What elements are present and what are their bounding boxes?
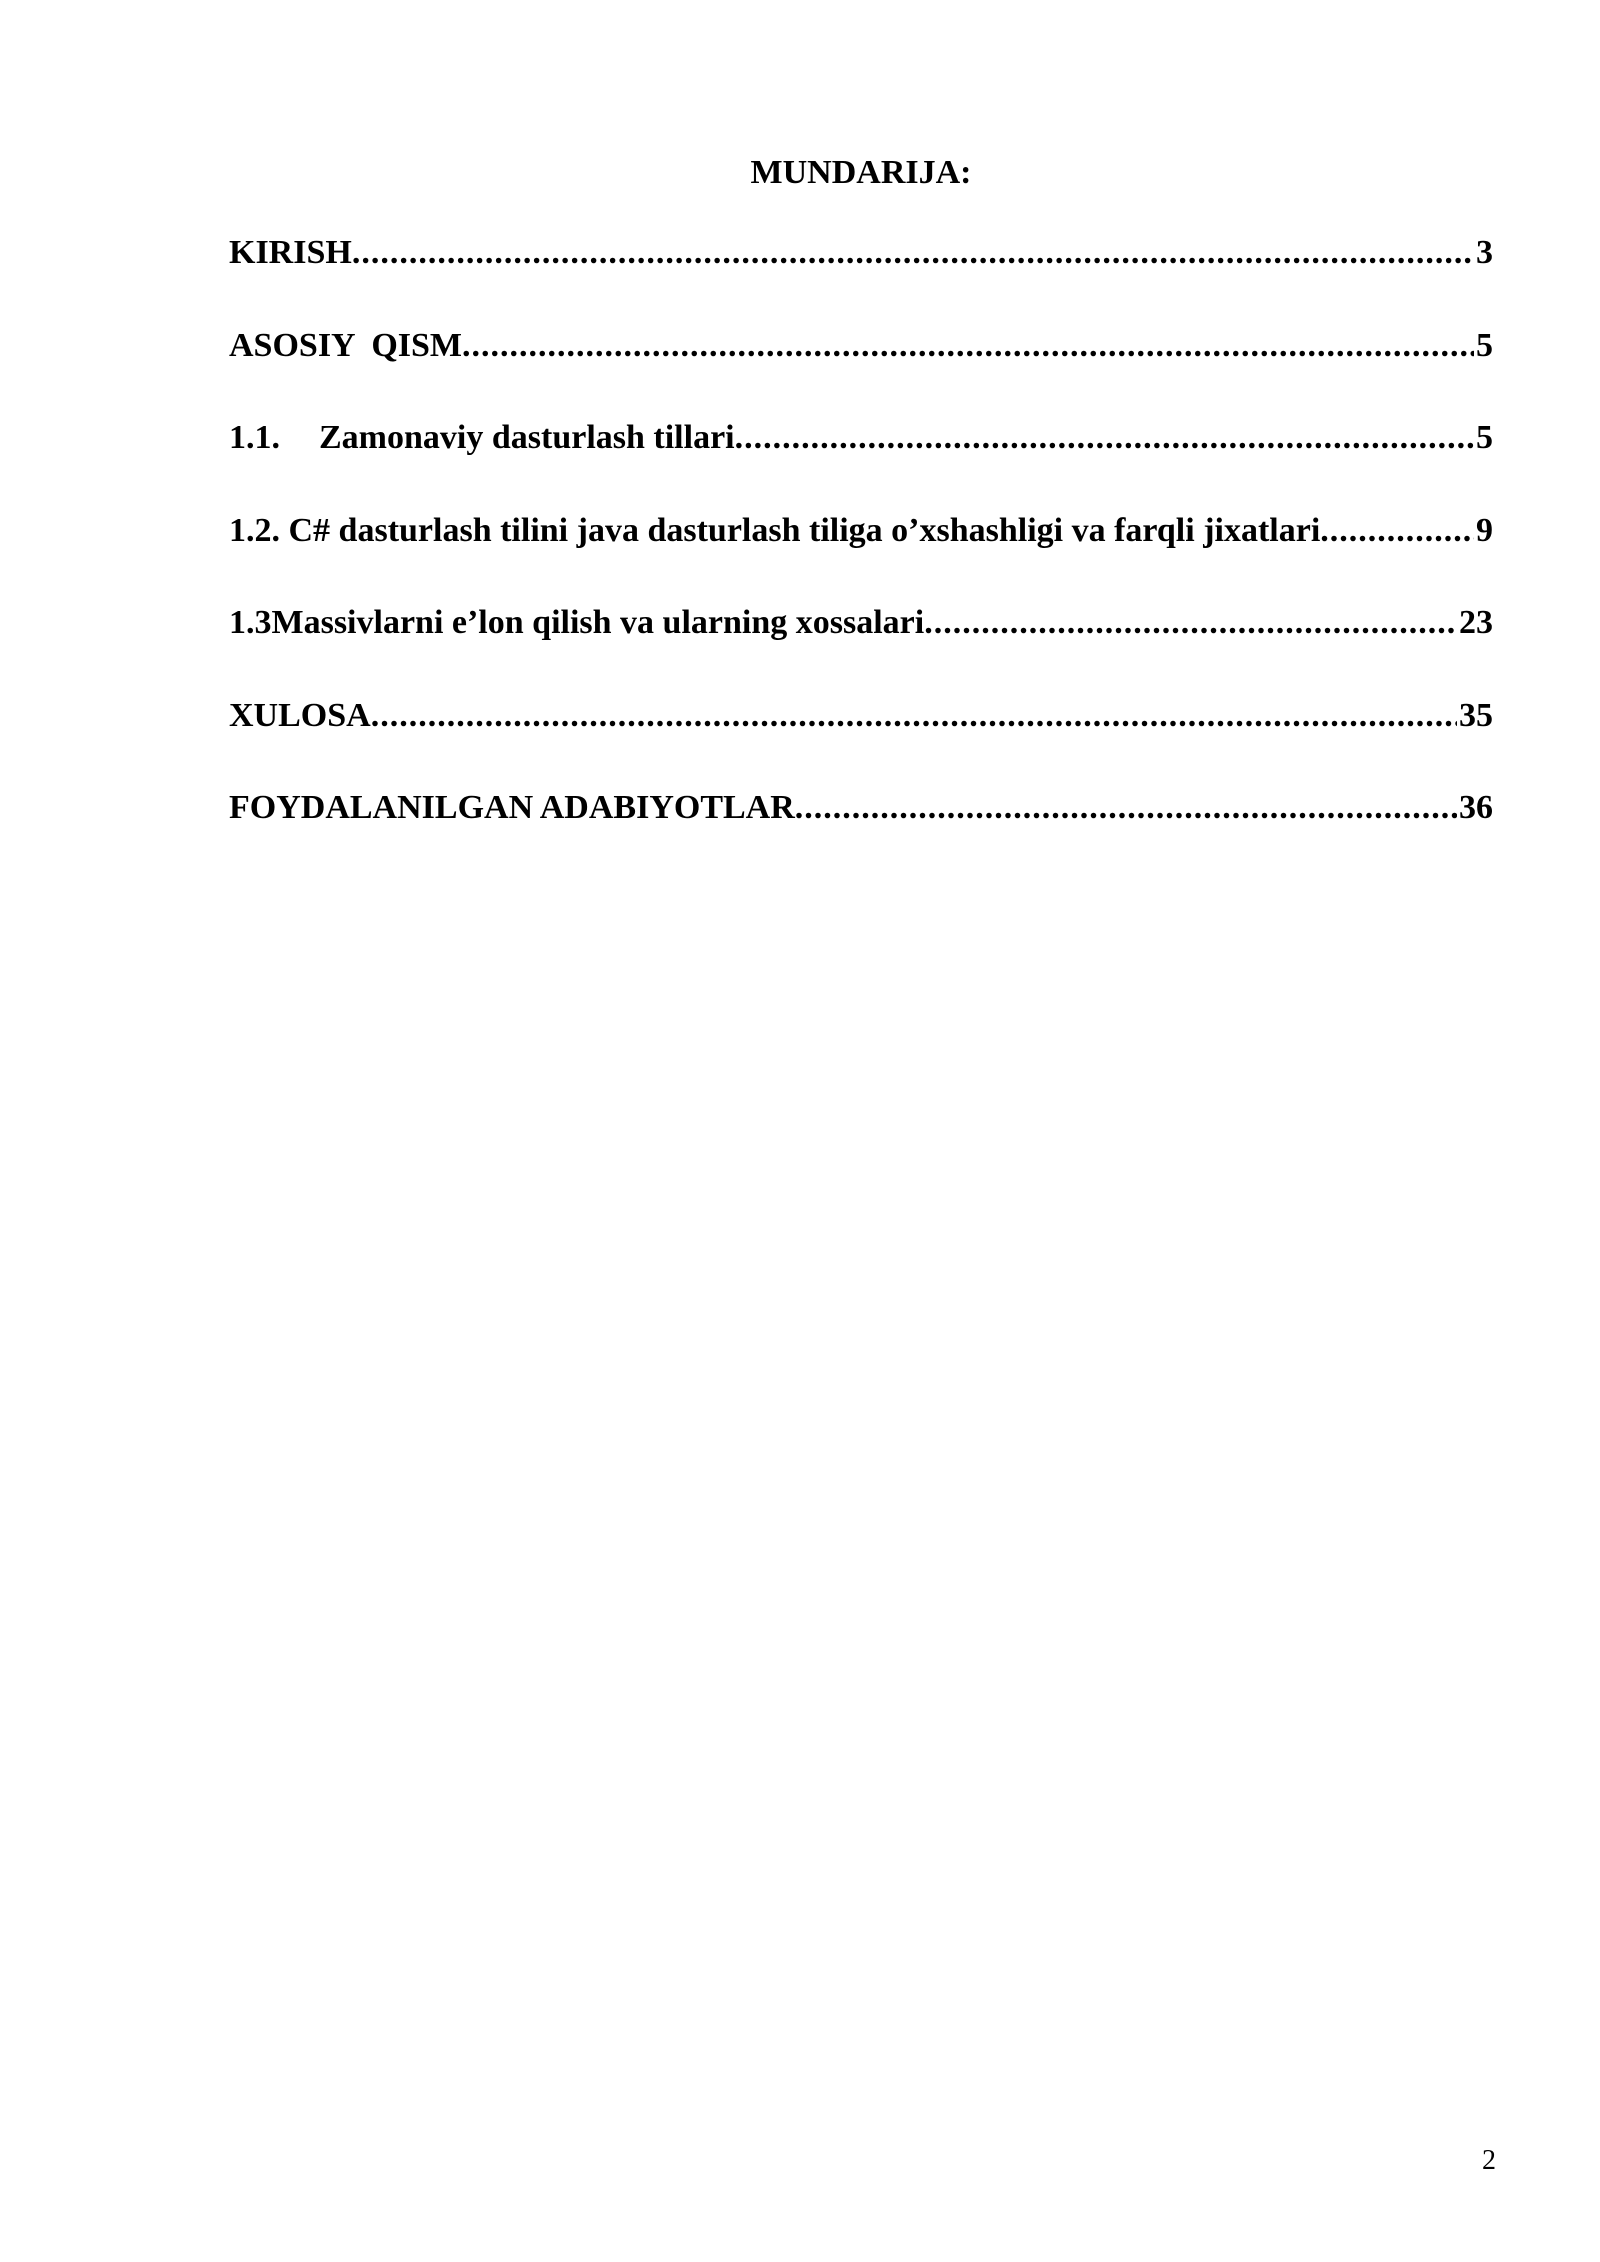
- toc-entry-label: 1.3Massivlarni e’lon qilish va ularning xossalari: [229, 604, 925, 641]
- toc-entry-label: [229, 409, 735, 467]
- toc-heading: MUNDARIJA:: [750, 154, 972, 191]
- toc-entry-xulosa[interactable]: [229, 687, 1493, 780]
- dot-leader: [1320, 502, 1474, 560]
- dot-leader: [924, 594, 1457, 652]
- toc-entry-title: Zamonaviy dasturlash tillari: [319, 419, 735, 456]
- toc-entry-page: 35: [1459, 696, 1493, 734]
- toc-entry-page: 3: [1476, 234, 1493, 271]
- toc-entry-1-1[interactable]: [229, 409, 1493, 502]
- dot-leader: [795, 779, 1457, 837]
- toc-entry-foydalanilgan-adabiyotlar[interactable]: [229, 779, 1493, 872]
- toc-entry-page: 5: [1476, 419, 1493, 456]
- toc-entry-label: ASOSIY QISM: [229, 326, 463, 364]
- dot-leader: [735, 409, 1474, 467]
- toc-entry-1-3[interactable]: [229, 594, 1493, 687]
- toc-entry-label: XULOSA: [229, 696, 371, 734]
- toc-entry-label: KIRISH: [229, 234, 352, 271]
- toc-entry-kirish[interactable]: [229, 224, 1493, 317]
- toc-entry-label: 1.2. C# dasturlash tilini java dasturlash tiliga o’xshashligi va farqli jixatlari: [229, 511, 1321, 549]
- toc-entry-number: 1.1.: [229, 419, 280, 456]
- toc-entry-page: 5: [1476, 326, 1493, 364]
- dot-leader: [352, 224, 1474, 282]
- dot-leader: [371, 687, 1457, 745]
- toc-entry-page: 9: [1476, 511, 1493, 549]
- toc-entry-label: FOYDALANILGAN ADABIYOTLAR: [229, 789, 795, 826]
- toc-entry-1-2[interactable]: [229, 502, 1493, 595]
- page-number: 2: [1482, 2145, 1496, 2176]
- dot-leader: [462, 317, 1474, 375]
- toc-entry-page: 23: [1459, 604, 1493, 641]
- table-of-contents: [229, 224, 1493, 872]
- toc-entry-asosiy-qism[interactable]: [229, 317, 1493, 410]
- toc-entry-page: 36: [1459, 789, 1493, 826]
